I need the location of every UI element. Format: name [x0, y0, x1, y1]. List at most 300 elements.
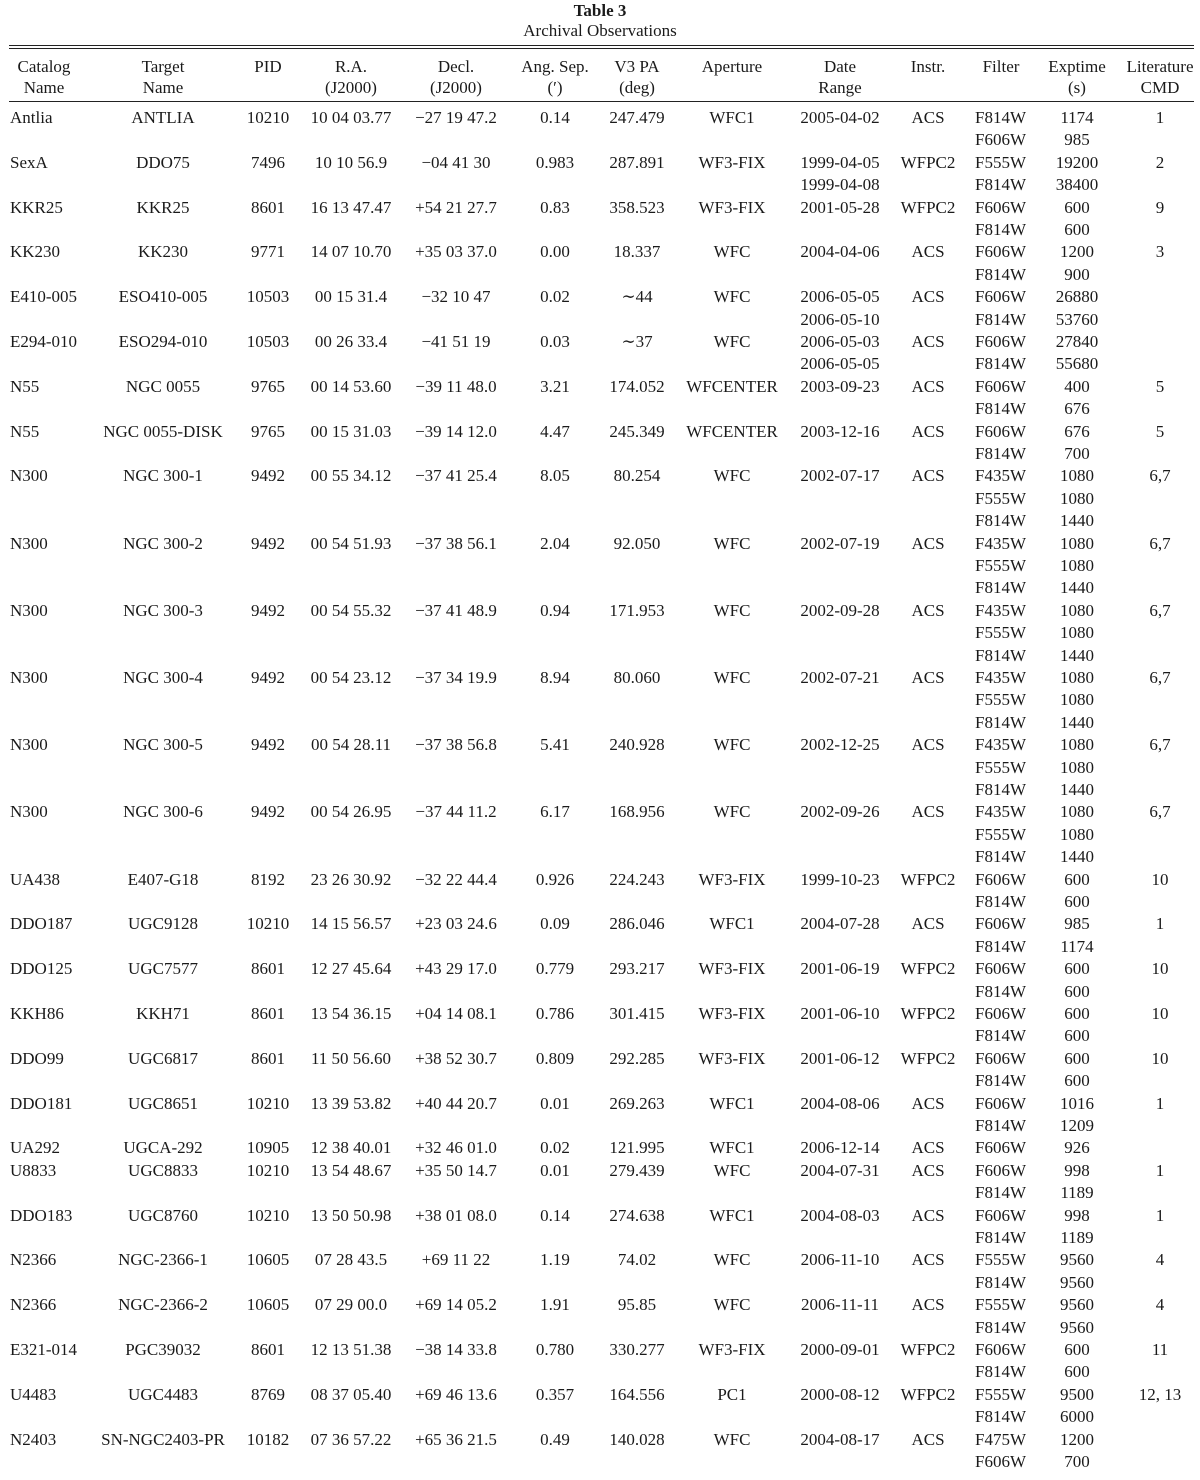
exptime-cell: 1080: [1060, 802, 1094, 822]
ra-cell: 00 14 53.60: [310, 376, 392, 396]
catalog-name-cell: U8833: [10, 1160, 57, 1180]
target-name-cell: ESO294-010: [118, 332, 208, 351]
target-name-cell: UGC8651: [128, 1093, 198, 1113]
catalog-name-cell: N55: [10, 376, 40, 396]
ang-sep-cell: 0.983: [535, 152, 575, 172]
exptime-cell: 900: [1064, 264, 1090, 284]
column-header-line1: Decl.: [437, 57, 475, 76]
target-name-cell: NGC 300-3: [123, 600, 203, 620]
ang-sep-cell: 0.02: [540, 287, 570, 307]
v3-pa-cell: 74.02: [617, 1250, 657, 1270]
filter-cell: F606W: [975, 1138, 1026, 1158]
filter-cell: F814W: [975, 444, 1026, 463]
exptime-cell: 998: [1064, 1205, 1090, 1225]
filter-cell: F814W: [975, 264, 1026, 284]
v3-pa-cell: ∼37: [621, 332, 653, 351]
filter-cell: F606W: [975, 869, 1026, 889]
filter-cell: F814W: [975, 175, 1026, 195]
instrument-cell: ACS: [911, 600, 945, 620]
aperture-cell: WF3-FIX: [698, 152, 766, 172]
literature-cmd-cell: 6,7: [1149, 533, 1171, 553]
column-header-line1: Date: [823, 57, 857, 76]
exptime-cell: 55680: [1055, 354, 1099, 374]
v3-pa-cell: 95.85: [617, 1295, 657, 1315]
header-rule: [9, 101, 1194, 102]
pid-cell: 9492: [251, 466, 285, 486]
ang-sep-cell: 0.786: [535, 1004, 575, 1023]
pid-cell: 10210: [246, 1093, 290, 1113]
instrument-cell: ACS: [911, 108, 945, 127]
exptime-cell: 1080: [1060, 623, 1094, 643]
date-cell: 2001-06-19: [800, 959, 880, 979]
exptime-cell: 1016: [1060, 1093, 1094, 1113]
date-cell: 2006-05-03: [800, 332, 880, 351]
target-name-cell: ESO410-005: [118, 287, 208, 307]
literature-cmd-cell: 5: [1155, 421, 1165, 441]
instrument-cell: ACS: [911, 421, 945, 441]
aperture-cell: WF3-FIX: [698, 1004, 766, 1023]
filter-cell: F606W: [975, 959, 1026, 979]
ang-sep-cell: 0.02: [540, 1138, 570, 1158]
aperture-cell: WF3-FIX: [698, 1340, 766, 1359]
instrument-cell: WFPC2: [900, 1340, 956, 1359]
catalog-name-cell: KK230: [10, 242, 61, 262]
filter-cell: F814W: [975, 1317, 1026, 1337]
ra-cell: 10 04 03.77: [310, 108, 392, 127]
catalog-name-cell: N300: [10, 668, 48, 687]
pid-cell: 10905: [246, 1138, 290, 1158]
filter-cell: F555W: [975, 152, 1026, 172]
ang-sep-cell: 0.780: [535, 1340, 575, 1359]
filter-cell: F814W: [975, 892, 1026, 911]
aperture-cell: WFC: [713, 332, 751, 351]
date-cell: 2000-09-01: [800, 1340, 880, 1359]
instrument-cell: WFPC2: [900, 197, 956, 217]
exptime-cell: 926: [1064, 1138, 1090, 1158]
exptime-cell: 600: [1064, 892, 1090, 911]
filter-cell: F606W: [975, 1160, 1026, 1180]
ang-sep-cell: 0.83: [540, 197, 570, 217]
ang-sep-cell: 1.19: [540, 1250, 570, 1270]
top-rule: [9, 45, 1194, 46]
v3-pa-cell: 279.439: [609, 1160, 665, 1180]
exptime-cell: 600: [1064, 1004, 1090, 1023]
literature-cmd-cell: 1: [1155, 1093, 1165, 1113]
target-name-cell: NGC 0055-DISK: [103, 421, 223, 441]
filter-cell: F606W: [975, 1452, 1026, 1471]
instrument-cell: WFPC2: [900, 1004, 956, 1023]
pid-cell: 10210: [246, 108, 290, 127]
dec-cell: −04 41 30: [421, 152, 491, 172]
date-cell: 1999-10-23: [800, 869, 880, 889]
catalog-name-cell: DDO99: [10, 1048, 64, 1068]
column-header-line2: (J2000): [430, 78, 482, 97]
dec-cell: +43 29 17.0: [415, 959, 497, 979]
exptime-cell: 1440: [1060, 847, 1094, 867]
instrument-cell: ACS: [911, 332, 945, 351]
v3-pa-cell: 269.263: [609, 1093, 665, 1113]
date-cell: 2000-08-12: [800, 1384, 880, 1404]
target-name-cell: ANTLIA: [131, 108, 195, 127]
exptime-cell: 676: [1064, 421, 1090, 441]
column-header-line1: Catalog: [17, 57, 71, 76]
exptime-cell: 1209: [1060, 1116, 1094, 1135]
dec-cell: −37 41 25.4: [415, 466, 497, 486]
ang-sep-cell: 0.14: [540, 1205, 570, 1225]
exptime-cell: 1189: [1060, 1183, 1094, 1203]
filter-cell: F814W: [975, 936, 1026, 956]
catalog-name-cell: U4483: [10, 1384, 57, 1404]
aperture-cell: WFCENTER: [686, 421, 778, 441]
dec-cell: +38 01 08.0: [415, 1205, 497, 1225]
date-cell: 2006-11-10: [800, 1250, 880, 1270]
aperture-cell: WFC: [713, 1429, 751, 1449]
v3-pa-cell: 287.891: [609, 152, 665, 172]
literature-cmd-cell: 4: [1155, 1295, 1165, 1315]
aperture-cell: WFC: [713, 242, 751, 262]
dec-cell: +38 52 30.7: [415, 1048, 497, 1068]
exptime-cell: 53760: [1055, 309, 1099, 329]
aperture-cell: WFC: [713, 1160, 751, 1180]
catalog-name-cell: E321-014: [10, 1340, 78, 1359]
ang-sep-cell: 4.47: [540, 421, 570, 441]
literature-cmd-cell: 1: [1155, 108, 1165, 127]
ra-cell: 07 29 00.0: [314, 1295, 388, 1315]
catalog-name-cell: UA438: [10, 869, 61, 889]
pid-cell: 8601: [251, 1004, 285, 1023]
ra-cell: 00 54 26.95: [310, 802, 392, 822]
v3-pa-cell: 140.028: [609, 1429, 665, 1449]
ang-sep-cell: 0.357: [535, 1384, 575, 1404]
column-header-line2: (deg): [619, 78, 655, 97]
ra-cell: 00 55 34.12: [310, 466, 392, 486]
ra-cell: 10 10 56.9: [314, 152, 388, 172]
exptime-cell: 600: [1064, 1362, 1090, 1382]
dec-cell: +69 46 13.6: [415, 1384, 497, 1404]
catalog-name-cell: Antlia: [10, 108, 53, 127]
dec-cell: −32 10 47: [421, 287, 491, 307]
pid-cell: 9492: [251, 735, 285, 755]
target-name-cell: PGC39032: [125, 1340, 201, 1359]
date-cell: 2004-07-28: [800, 914, 880, 934]
dec-cell: −37 34 19.9: [415, 668, 497, 687]
catalog-name-cell: N2403: [10, 1429, 57, 1449]
filter-cell: F555W: [975, 1295, 1026, 1315]
literature-cmd-cell: 6,7: [1149, 668, 1171, 687]
instrument-cell: ACS: [911, 1093, 945, 1113]
catalog-name-cell: DDO125: [10, 959, 73, 979]
ang-sep-cell: 0.01: [540, 1160, 570, 1180]
literature-cmd-cell: 4: [1155, 1250, 1165, 1270]
target-name-cell: UGC7577: [128, 959, 198, 979]
exptime-cell: 6000: [1060, 1407, 1094, 1427]
ra-cell: 11 50 56.60: [310, 1048, 392, 1068]
filter-cell: F475W: [975, 1429, 1026, 1449]
v3-pa-cell: 168.956: [609, 802, 665, 822]
ra-cell: 13 54 48.67: [310, 1160, 392, 1180]
target-name-cell: NGC 300-2: [123, 533, 203, 553]
filter-cell: F814W: [975, 309, 1026, 329]
aperture-cell: WF3-FIX: [698, 959, 766, 979]
column-header-line2: (′): [547, 78, 563, 97]
literature-cmd-cell: 10: [1151, 1004, 1169, 1023]
dec-cell: −37 44 11.2: [415, 802, 497, 822]
ang-sep-cell: 0.926: [535, 869, 575, 889]
ang-sep-cell: 0.14: [540, 108, 570, 127]
v3-pa-cell: 224.243: [609, 869, 665, 889]
filter-cell: F606W: [975, 1048, 1026, 1068]
ra-cell: 12 38 40.01: [310, 1138, 392, 1158]
instrument-cell: WFPC2: [900, 1384, 956, 1404]
aperture-cell: WFC1: [709, 1138, 755, 1158]
column-header-line2: Name: [142, 78, 184, 97]
date-cell: 2004-08-17: [800, 1429, 880, 1449]
exptime-cell: 700: [1064, 1452, 1090, 1471]
catalog-name-cell: N300: [10, 735, 48, 755]
filter-cell: F555W: [975, 757, 1026, 777]
literature-cmd-cell: 6,7: [1149, 802, 1171, 822]
v3-pa-cell: ∼44: [621, 287, 653, 307]
filter-cell: F814W: [975, 1228, 1026, 1247]
target-name-cell: UGC9128: [128, 914, 198, 934]
date-cell: 2006-12-14: [800, 1138, 880, 1158]
exptime-cell: 9560: [1060, 1317, 1094, 1337]
ang-sep-cell: 0.01: [540, 1093, 570, 1113]
filter-cell: F814W: [975, 780, 1026, 799]
pid-cell: 9765: [251, 421, 285, 441]
exptime-cell: 600: [1064, 1048, 1090, 1068]
filter-cell: F606W: [975, 1340, 1026, 1359]
filter-cell: F606W: [975, 1004, 1026, 1023]
instrument-cell: ACS: [911, 1160, 945, 1180]
exptime-cell: 1080: [1060, 533, 1094, 553]
pid-cell: 10210: [246, 914, 290, 934]
exptime-cell: 38400: [1055, 175, 1099, 195]
column-header-line1: Literature: [1126, 57, 1194, 76]
target-name-cell: NGC 300-1: [123, 466, 203, 486]
dec-cell: +35 03 37.0: [415, 242, 497, 262]
exptime-cell: 1200: [1060, 1429, 1094, 1449]
exptime-cell: 985: [1064, 914, 1090, 934]
ra-cell: 00 15 31.03: [310, 421, 392, 441]
top-rule-double: [9, 48, 1194, 49]
dec-cell: +35 50 14.7: [415, 1160, 497, 1180]
ang-sep-cell: 1.91: [540, 1295, 570, 1315]
catalog-name-cell: KKR25: [10, 197, 63, 217]
ra-cell: 00 54 23.12: [310, 668, 392, 687]
ra-cell: 16 13 47.47: [310, 197, 392, 217]
pid-cell: 9771: [251, 242, 285, 262]
column-header-line2: (J2000): [325, 78, 377, 97]
v3-pa-cell: 301.415: [609, 1004, 665, 1023]
aperture-cell: WFC: [713, 287, 751, 307]
ra-cell: 13 54 36.15: [310, 1004, 392, 1023]
ang-sep-cell: 5.41: [540, 735, 570, 755]
aperture-cell: WFC: [713, 802, 751, 822]
literature-cmd-cell: 10: [1151, 869, 1169, 889]
catalog-name-cell: KKH86: [10, 1004, 64, 1023]
exptime-cell: 600: [1064, 959, 1090, 979]
pid-cell: 10182: [246, 1429, 290, 1449]
exptime-cell: 1440: [1060, 511, 1094, 531]
instrument-cell: ACS: [911, 466, 945, 486]
pid-cell: 8601: [251, 197, 285, 217]
filter-cell: F555W: [975, 690, 1026, 710]
exptime-cell: 1440: [1060, 780, 1094, 799]
column-header: [1100, 56, 1200, 98]
exptime-cell: 9500: [1060, 1384, 1094, 1404]
catalog-name-cell: DDO183: [10, 1205, 73, 1225]
filter-cell: F606W: [975, 332, 1026, 351]
column-header-line2: Range: [818, 78, 862, 97]
catalog-name-cell: UA292: [10, 1138, 61, 1158]
aperture-cell: WFCENTER: [686, 376, 778, 396]
pid-cell: 9492: [251, 802, 285, 822]
filter-cell: F814W: [975, 712, 1026, 732]
filter-cell: F606W: [975, 1093, 1026, 1113]
ra-cell: 00 54 55.32: [310, 600, 392, 620]
dec-cell: +04 14 08.1: [415, 1004, 497, 1023]
v3-pa-cell: 330.277: [609, 1340, 665, 1359]
filter-cell: F814W: [975, 1183, 1026, 1203]
v3-pa-cell: 80.060: [613, 668, 661, 687]
instrument-cell: ACS: [911, 376, 945, 396]
aperture-cell: WFC: [713, 1295, 751, 1315]
v3-pa-cell: 286.046: [609, 914, 665, 934]
target-name-cell: DDO75: [136, 152, 190, 172]
column-header-line2: CMD: [1140, 78, 1180, 97]
exptime-cell: 1174: [1060, 108, 1094, 127]
exptime-cell: 27840: [1055, 332, 1099, 351]
date-cell: 2004-08-03: [800, 1205, 880, 1225]
filter-cell: F606W: [975, 197, 1026, 217]
filter-cell: F435W: [975, 600, 1026, 620]
exptime-cell: 9560: [1060, 1295, 1094, 1315]
dec-cell: −37 41 48.9: [415, 600, 497, 620]
v3-pa-cell: 80.254: [613, 466, 661, 486]
filter-cell: F814W: [975, 108, 1026, 127]
ang-sep-cell: 8.05: [540, 466, 570, 486]
instrument-cell: ACS: [911, 1295, 945, 1315]
aperture-cell: PC1: [717, 1384, 747, 1404]
ra-cell: 14 15 56.57: [310, 914, 392, 934]
aperture-cell: WF3-FIX: [698, 869, 766, 889]
exptime-cell: 1080: [1060, 466, 1094, 486]
target-name-cell: SN-NGC2403-PR: [101, 1429, 225, 1449]
catalog-name-cell: N300: [10, 802, 48, 822]
filter-cell: F555W: [975, 488, 1026, 508]
exptime-cell: 1080: [1060, 824, 1094, 844]
filter-cell: F814W: [975, 1272, 1026, 1292]
instrument-cell: ACS: [911, 533, 945, 553]
v3-pa-cell: 171.953: [609, 600, 665, 620]
target-name-cell: E407-G18: [127, 869, 199, 889]
instrument-cell: ACS: [911, 802, 945, 822]
literature-cmd-cell: 1: [1155, 914, 1165, 934]
filter-cell: F555W: [975, 1384, 1026, 1404]
date-cell: 1999-04-05: [800, 152, 880, 172]
target-name-cell: NGC 300-6: [123, 802, 203, 822]
column-header-line2: Name: [23, 78, 65, 97]
instrument-cell: WFPC2: [900, 869, 956, 889]
literature-cmd-cell: 10: [1151, 1048, 1169, 1068]
filter-cell: F435W: [975, 533, 1026, 553]
date-cell: 2005-04-02: [800, 108, 880, 127]
ra-cell: 23 26 30.92: [310, 869, 392, 889]
dec-cell: −39 14 12.0: [415, 421, 497, 441]
filter-cell: F606W: [975, 914, 1026, 934]
v3-pa-cell: 293.217: [609, 959, 665, 979]
dec-cell: +69 14 05.2: [415, 1295, 497, 1315]
catalog-name-cell: N2366: [10, 1250, 57, 1270]
dec-cell: +23 03 24.6: [415, 914, 497, 934]
pid-cell: 10503: [246, 332, 290, 351]
date-cell: 2002-12-25: [800, 735, 880, 755]
ang-sep-cell: 8.94: [540, 668, 570, 687]
filter-cell: F555W: [975, 556, 1026, 575]
pid-cell: 10503: [246, 287, 290, 307]
dec-cell: +65 36 21.5: [415, 1429, 497, 1449]
ang-sep-cell: 0.00: [540, 242, 570, 262]
catalog-name-cell: N300: [10, 600, 48, 620]
pid-cell: 9492: [251, 600, 285, 620]
exptime-cell: 1080: [1060, 690, 1094, 710]
filter-cell: F814W: [975, 1362, 1026, 1382]
column-header-line2: (s): [1068, 78, 1086, 97]
catalog-name-cell: N300: [10, 533, 48, 553]
pid-cell: 8601: [251, 1048, 285, 1068]
literature-cmd-cell: 10: [1151, 959, 1169, 979]
filter-cell: F814W: [975, 354, 1026, 374]
exptime-cell: 19200: [1055, 152, 1099, 172]
catalog-name-cell: DDO181: [10, 1093, 73, 1113]
exptime-cell: 1440: [1060, 578, 1094, 598]
column-header-line1: Aperture: [701, 57, 763, 76]
date-cell: 2006-05-10: [800, 309, 880, 329]
instrument-cell: ACS: [911, 1250, 945, 1270]
filter-cell: F814W: [975, 511, 1026, 531]
instrument-cell: WFPC2: [900, 1048, 956, 1068]
exptime-cell: 9560: [1060, 1272, 1094, 1292]
literature-cmd-cell: 12, 13: [1138, 1384, 1182, 1404]
literature-cmd-cell: 1: [1155, 1205, 1165, 1225]
ra-cell: 00 54 51.93: [310, 533, 392, 553]
aperture-cell: WFC: [713, 533, 751, 553]
aperture-cell: WFC1: [709, 914, 755, 934]
date-cell: 2002-07-21: [800, 668, 880, 687]
aperture-cell: WFC1: [709, 1093, 755, 1113]
date-cell: 2002-09-28: [800, 600, 880, 620]
filter-cell: F814W: [975, 1026, 1026, 1046]
instrument-cell: ACS: [911, 668, 945, 687]
filter-cell: F814W: [975, 645, 1026, 665]
ang-sep-cell: 0.809: [535, 1048, 575, 1068]
filter-cell: F814W: [975, 1071, 1026, 1091]
v3-pa-cell: 18.337: [613, 242, 661, 262]
ang-sep-cell: 2.04: [540, 533, 570, 553]
exptime-cell: 600: [1064, 220, 1090, 239]
filter-cell: F606W: [975, 287, 1026, 307]
instrument-cell: ACS: [911, 735, 945, 755]
exptime-cell: 600: [1064, 1071, 1090, 1091]
literature-cmd-cell: 11: [1151, 1340, 1169, 1359]
ang-sep-cell: 0.94: [540, 600, 570, 620]
aperture-cell: WF3-FIX: [698, 197, 766, 217]
target-name-cell: NGC 0055: [125, 376, 201, 396]
pid-cell: 10210: [246, 1205, 290, 1225]
instrument-cell: ACS: [911, 1138, 945, 1158]
exptime-cell: 1080: [1060, 600, 1094, 620]
